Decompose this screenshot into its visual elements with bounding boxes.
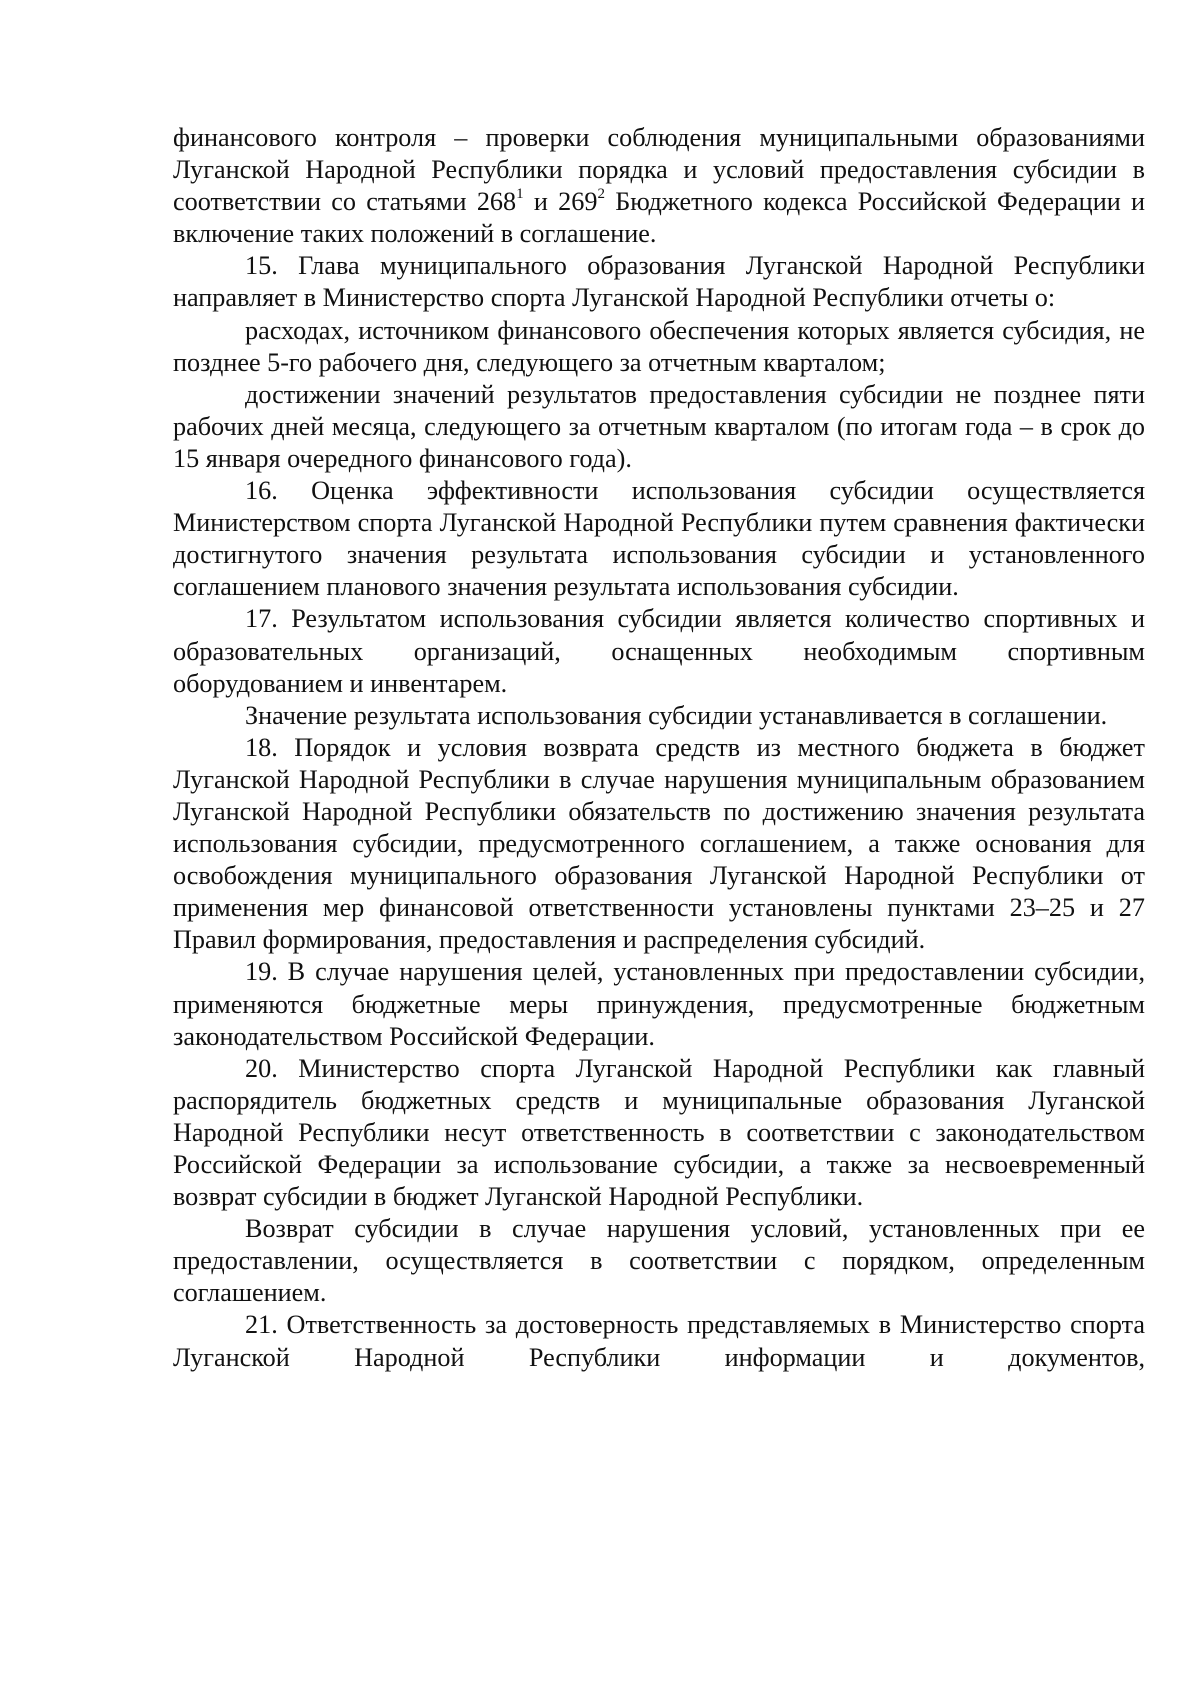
paragraph-text: финансового контроля – проверки соблюдения муниципальными образованиями Луганской Народной Республики порядка и условий предоставления субсидии в соответствии со статьями 268	[173, 123, 1145, 217]
paragraph-results-report: достижении значений результатов предоставления субсидии не позднее пяти рабочих дней месяца, следующего за отчетным кварталом (по итогам года – в срок до 15 января очередного финансового года).	[173, 379, 1145, 473]
superscript: 1	[516, 186, 524, 203]
paragraph-item-20: 20. Министерство спорта Луганской Народной Республики как главный распорядитель бюджетных средств и муниципальные образования Луганской Народной Республики несут ответственность в соответствии с законодательством Российской Федерации за использование субсидии, а также за несвоевременный возврат субсидии в бюджет Луганской Народной Республики.	[173, 1053, 1145, 1212]
superscript: 2	[597, 186, 605, 203]
paragraph-item-21: 21. Ответственность за достоверность представляемых в Министерство спорта Луганской Народной Республики информации и документов,	[173, 1310, 1145, 1372]
paragraph-item-16: 16. Оценка эффективности использования субсидии осуществляется Министерством спорта Луганской Народной Республики путем сравнения фактически достигнутого значения результата использования субсидии и установленного соглашением планового значения результата использования субсидии.	[173, 476, 1145, 602]
paragraph-financial-control	[173, 122, 1145, 250]
paragraph-text: и 269	[523, 187, 598, 217]
paragraph-item-17: 17. Результатом использования субсидии является количество спортивных и образовательных организаций, оснащенных необходимым спортивным оборудованием и инвентарем.	[173, 604, 1145, 698]
paragraph-expenses-report: расходах, источником финансового обеспечения которых является субсидия, не позднее 5-го рабочего дня, следующего за отчетным кварталом;	[173, 315, 1145, 377]
paragraph-item-18: 18. Порядок и условия возврата средств из местного бюджета в бюджет Луганской Народной Республики в случае нарушения муниципальным образованием Луганской Народной Республики обязательств по достижению значения результата использования субсидии, предусмотренного соглашением, а также основания для освобождения муниципального образования Луганской Народной Республики от применения мер финансовой ответственности установлены пунктами 23–25 и 27 Правил формирования, предоставления и распределения субсидий.	[173, 732, 1145, 955]
paragraph-text: Бюджетного кодекса Российской Федерации и включение таких положений в соглашение.	[173, 187, 1146, 249]
paragraph-subsidy-return: Возврат субсидии в случае нарушения условий, установленных при ее предоставлении, осуществляется в соответствии с порядком, определенным соглашением.	[173, 1214, 1145, 1308]
document-body	[173, 122, 1145, 1374]
paragraph-item-15: 15. Глава муниципального образования Луганской Народной Республики направляет в Министерство спорта Луганской Народной Республики отчеты о:	[173, 251, 1145, 313]
paragraph-result-value: Значение результата использования субсидии устанавливается в соглашении.	[245, 700, 1108, 730]
paragraph-item-19: 19. В случае нарушения целей, установленных при предоставлении субсидии, применяются бюджетные меры принуждения, предусмотренные бюджетным законодательством Российской Федерации.	[173, 957, 1145, 1051]
